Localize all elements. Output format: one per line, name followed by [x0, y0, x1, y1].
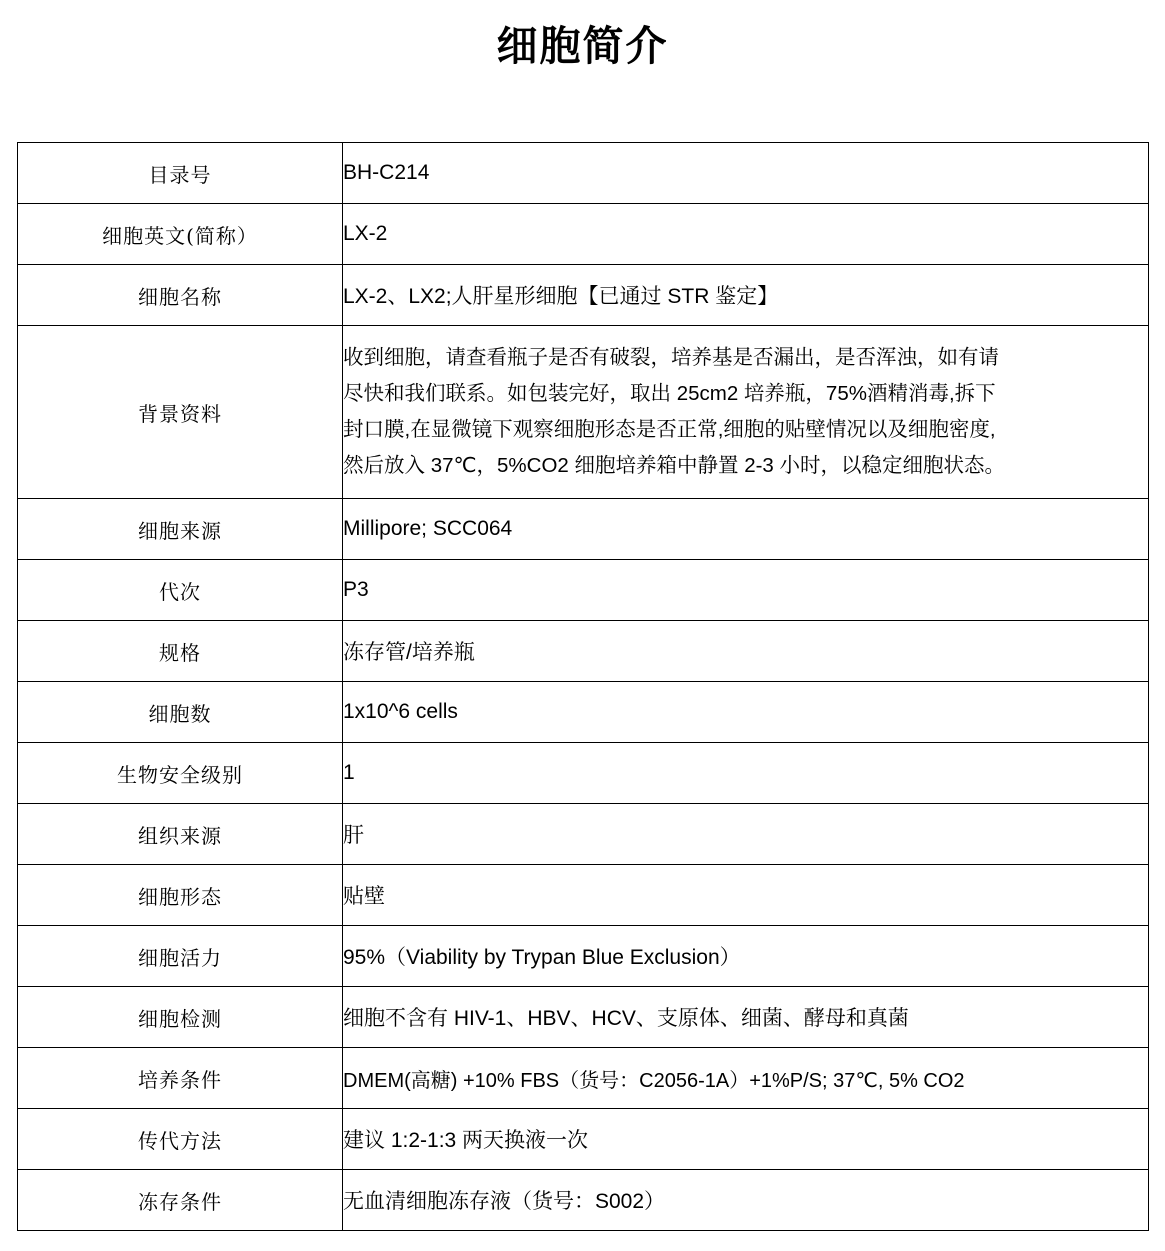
table-row — [18, 1170, 1149, 1231]
table-row — [18, 560, 1149, 621]
row-value-cell-testing: 细胞不含有 HIV-1、HBV、HCV、支原体、细菌、酵母和真菌 — [343, 987, 1149, 1048]
background-line-4: 然后放入 37℃，5%CO2 细胞培养箱中静置 2-3 小时，以稳定细胞状态。 — [343, 454, 1006, 477]
table-row — [18, 621, 1149, 682]
row-label-cell-testing: 细胞检测 — [18, 987, 343, 1048]
row-value-culture-conditions: DMEM(高糖) +10% FBS（货号：C2056-1A）+1%P/S; 37℃, 5% CO2 — [343, 1048, 1149, 1109]
row-label-culture-conditions: 培养条件 — [18, 1048, 343, 1109]
row-label-cell-source: 细胞来源 — [18, 499, 343, 560]
row-value-catalog-number: BH-C214 — [343, 143, 1149, 204]
row-label-catalog-number: 目录号 — [18, 143, 343, 204]
row-label-passage: 代次 — [18, 560, 343, 621]
row-label-cryopreservation: 冻存条件 — [18, 1170, 343, 1231]
table-row — [18, 682, 1149, 743]
row-label-biosafety-level: 生物安全级别 — [18, 743, 343, 804]
row-label-cell-english-abbr: 细胞英文(简称） — [18, 204, 343, 265]
row-label-cell-count: 细胞数 — [18, 682, 343, 743]
table-row — [18, 326, 1149, 499]
row-value-biosafety-level: 1 — [343, 743, 1149, 804]
table-row — [18, 1048, 1149, 1109]
table-row — [18, 865, 1149, 926]
row-value-cell-source: Millipore; SCC064 — [343, 499, 1149, 560]
row-value-passage: P3 — [343, 560, 1149, 621]
table-row — [18, 499, 1149, 560]
table-row — [18, 743, 1149, 804]
row-value-cryopreservation: 无血清细胞冻存液（货号：S002） — [343, 1170, 1149, 1231]
row-label-background-info: 背景资料 — [18, 326, 343, 499]
row-label-cell-name: 细胞名称 — [18, 265, 343, 326]
row-label-cell-morphology: 细胞形态 — [18, 865, 343, 926]
row-value-cell-english-abbr: LX-2 — [343, 204, 1149, 265]
table-row — [18, 204, 1149, 265]
background-line-3: 封口膜,在显微镜下观察细胞形态是否正常,细胞的贴壁情况以及细胞密度, — [343, 418, 996, 441]
row-value-specification: 冻存管/培养瓶 — [343, 621, 1149, 682]
row-value-tissue-source: 肝 — [343, 804, 1149, 865]
row-value-background-info — [343, 326, 1149, 499]
background-line-2: 尽快和我们联系。如包装完好，取出 25cm2 培养瓶，75%酒精消毒,拆下 — [343, 382, 996, 405]
row-value-cell-viability: 95%（Viability by Trypan Blue Exclusion） — [343, 926, 1149, 987]
row-label-specification: 规格 — [18, 621, 343, 682]
row-label-tissue-source: 组织来源 — [18, 804, 343, 865]
row-label-cell-viability: 细胞活力 — [18, 926, 343, 987]
table-row — [18, 265, 1149, 326]
cell-specification-table — [17, 142, 1149, 1231]
table-row — [18, 1109, 1149, 1170]
page-title: 细胞简介 — [496, 22, 669, 70]
table-row — [18, 987, 1149, 1048]
row-value-cell-count: 1x10^6 cells — [343, 682, 1149, 743]
table-row — [18, 804, 1149, 865]
table-body — [18, 143, 1149, 1231]
row-value-cell-name: LX-2、LX2;人肝星形细胞【已通过 STR 鉴定】 — [343, 265, 1149, 326]
row-value-cell-morphology: 贴壁 — [343, 865, 1149, 926]
background-line-1: 收到细胞，请查看瓶子是否有破裂，培养基是否漏出，是否浑浊，如有请 — [343, 346, 999, 369]
table-row — [18, 926, 1149, 987]
row-label-passaging-method: 传代方法 — [18, 1109, 343, 1170]
row-value-passaging-method: 建议 1:2-1:3 两天换液一次 — [343, 1109, 1149, 1170]
table-row — [18, 143, 1149, 204]
